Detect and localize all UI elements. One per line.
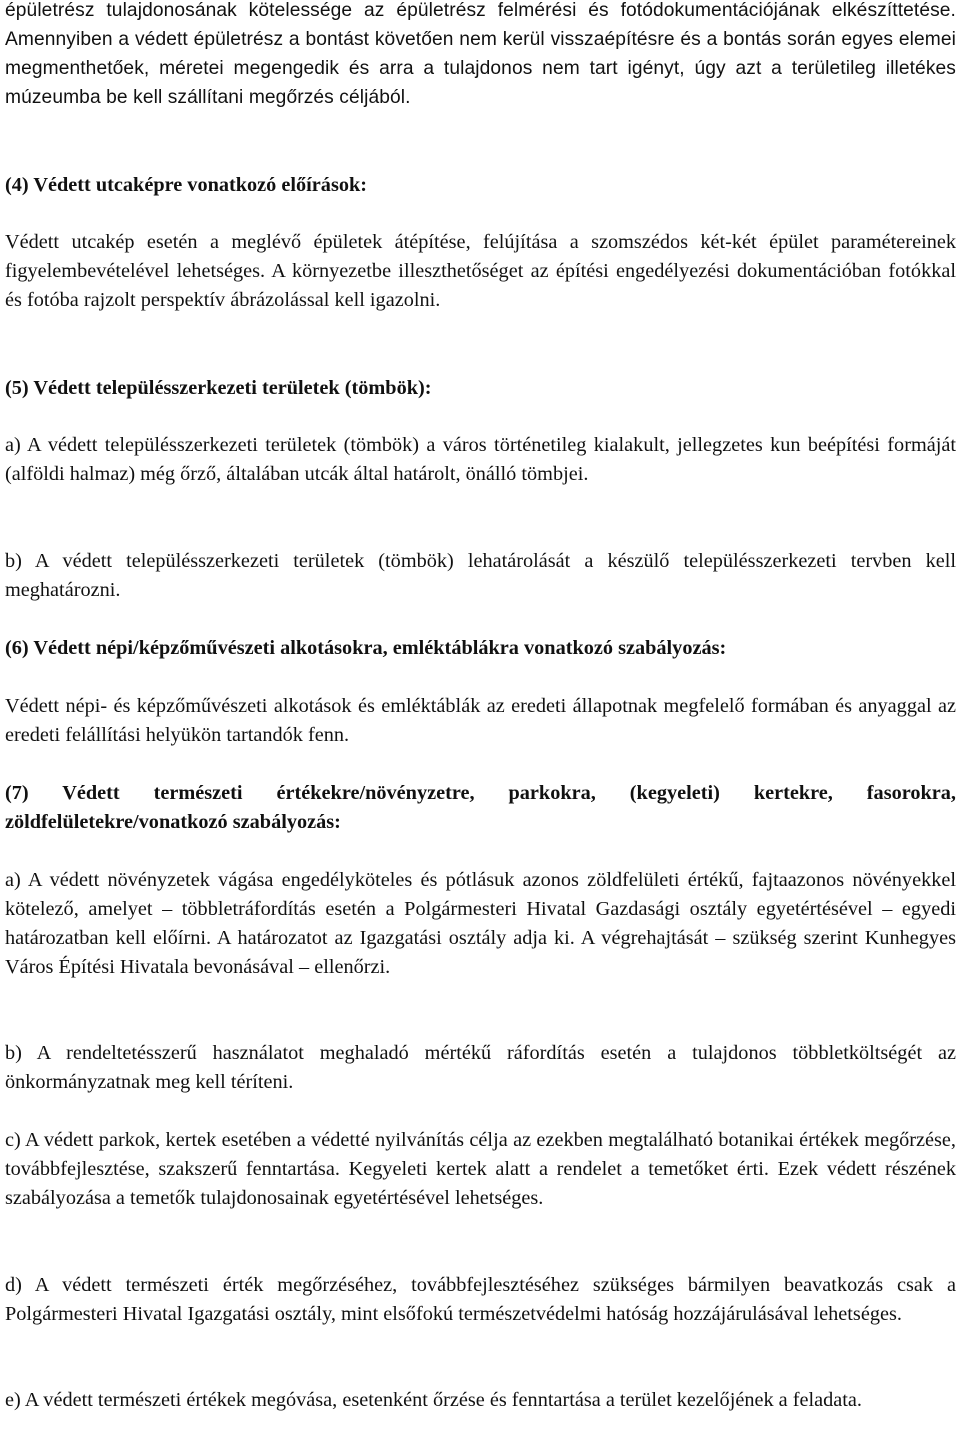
intro-paragraph: épületrész tulajdonosának kötelessége az épületrész felmérési és fotódokumentációjának elkészíttetése. Amennyiben a védett épületrész a bontást követően nem kerül visszaépítésre és a bontás során egyes elemei megmenthetőek, méretei megengedik és arra a tulajdonos nem tart igényt, úgy azt a területileg illetékes múzeumba be kell szállítani megőrzés céljából.: [5, 0, 956, 108]
section-5-item-a: a) A védett településszerkezeti területek (tömbök) a város történetileg kialakult, jellegzetes kun beépítési formáját (alföldi halmaz) még őrző, általában utcák által határolt, önálló tömbjei.: [5, 434, 956, 485]
section-6-heading: (6) Védett népi/képzőművészeti alkotásokra, emléktáblákra vonatkozó szabályozás:: [5, 637, 727, 659]
section-4-paragraph: Védett utcakép esetén a meglévő épületek átépítése, felújítása a szomszédos két-két épület paramétereinek figyelembevételével lehetséges. A környezetbe illeszthetőséget az építési engedélyezési dokumentációban fotókkal és fotóba rajzolt perspektív ábrázolással kell igazolni.: [5, 231, 956, 311]
section-7-item-d: d) A védett természeti érték megőrzéséhez, továbbfejlesztéséhez szükséges bármilyen beavatkozás csak a Polgármesteri Hivatal Igazgatási osztály, mint elsőfokú természetvédelmi hatóság hozzájárulásával lehetséges.: [5, 1274, 956, 1325]
section-7-item-a: a) A védett növényzetek vágása engedélyköteles és pótlásuk azonos zöldfelületi értékű, fajtaazonos növényekkel kötelező, amelyet – többletráfordítás esetén a Polgármesteri Hivatal Gazdasági osztály egyetértésével – egyedi határozatban kell előírni. A határozatot az Igazgatási osztály adja ki. A végrehajtását – szükség szerint Kunhegyes Város Építési Hivatala bevonásával – ellenőrzi.: [5, 869, 956, 978]
section-7-item-c: c) A védett parkok, kertek esetében a védetté nyilvánítás célja az ezekben megtalálható botanikai értékek megőrzése, továbbfejlesztése, szakszerű fenntartása. Kegyeleti kertek alatt a rendelet a temetőket érti. Ezek védett részének szabályozása a temetők tulajdonosainak egyetértésével lehetséges.: [5, 1129, 956, 1209]
section-7-heading: (7) Védett természeti értékekre/növényzetre, parkokra, (kegyeleti) kertekre, fasorokra, zöldfelületekre/vonatkozó szabályozás:: [5, 782, 956, 833]
section-5-item-b: b) A védett településszerkezeti területek (tömbök) lehatárolását a készülő településszerkezeti tervben kell meghatározni.: [5, 550, 956, 601]
section-5-heading: (5) Védett településszerkezeti területek (tömbök):: [5, 377, 432, 399]
section-6-paragraph: Védett népi- és képzőművészeti alkotások és emléktáblák az eredeti állapotnak megfelelő formában és anyaggal az eredeti felállítási helyükön tartandók fenn.: [5, 695, 956, 746]
section-7-item-b: b) A rendeltetésszerű használatot meghaladó mértékű ráfordítás esetén a tulajdonos többletköltségét az önkormányzatnak meg kell téríteni.: [5, 1042, 956, 1093]
section-7-item-e: e) A védett természeti értékek megóvása, esetenként őrzése és fenntartása a terület kezelőjének a feladata.: [5, 1389, 863, 1411]
section-4-heading: (4) Védett utcaképre vonatkozó előírások:: [5, 174, 368, 196]
